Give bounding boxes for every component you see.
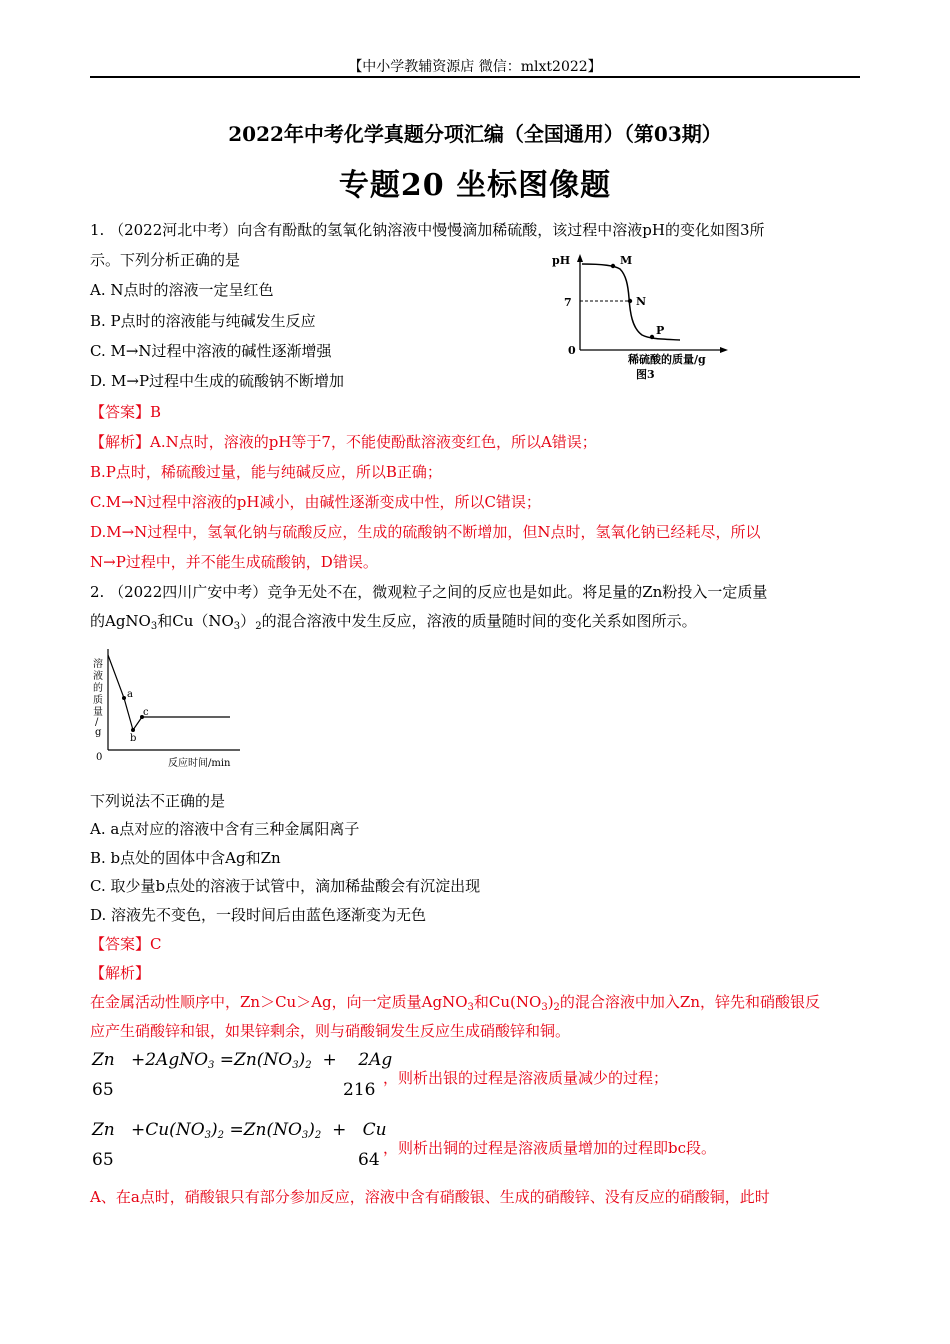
eq2-product-cu: Cu: [362, 1120, 387, 1140]
page-subtitle: 专题20 坐标图像题: [338, 168, 612, 203]
eq2-mass-right: 64: [358, 1150, 380, 1170]
q1-point-n: [628, 299, 632, 303]
q1-analysis-line5: N→P过程中，并不能生成硫酸钠，D错误。: [90, 553, 378, 571]
q2-stem-subscript: 3: [150, 621, 158, 632]
q2-answer: 【答案】C: [90, 935, 162, 953]
eq2-reactant-cuno3: +Cu(NO: [130, 1120, 205, 1140]
header-note: 【中小学教辅资源店 微信：mlxt2022】: [348, 59, 602, 75]
q1-option-c: C. M→N过程中溶液的碱性逐渐增强: [90, 342, 332, 360]
q2-y-char: 溶: [93, 659, 103, 670]
q2-y-char: 质: [93, 695, 103, 706]
q2-y-char: 液: [93, 671, 103, 682]
q2-point-a: [122, 696, 126, 700]
q2-equation-1: [92, 1050, 392, 1071]
q2-stem-part: 的AgNO: [90, 612, 151, 630]
q1-analysis-first: A.N点时，溶液的pH等于7，不能使酚酞溶液变红色，所以A错误；: [150, 433, 597, 451]
eq2-paren: ): [308, 1120, 315, 1140]
q1-option-d: D. M→P过程中生成的硫酸钠不断增加: [90, 372, 345, 390]
q1-x-label: 稀硫酸的质量/g: [628, 353, 706, 366]
q2-stem-part: ）: [240, 612, 256, 630]
q2-analysis-subscript: 3: [467, 1002, 474, 1013]
q2-option-b: B. b点处的固体中含Ag和Zn: [90, 849, 281, 867]
q2-label-c: c: [143, 707, 149, 718]
q2-stem-line1: 2. （2022四川广安中考）竞争无处不在，微观粒子之间的反应也是如此。将足量的Zn粉投入一定质量: [90, 583, 768, 601]
q1-point-m: [611, 264, 615, 268]
q2-stem-line2: [90, 611, 697, 637]
eq2-note: ，则析出铜的过程是溶液质量增加的过程即bc段。: [383, 1139, 717, 1157]
eq2-subscript: 3: [301, 1130, 309, 1141]
q2-stem-part: 的混合溶液中发生反应，溶液的质量随时间的变化关系如图所示。: [261, 612, 697, 630]
eq1-paren: ): [298, 1050, 306, 1070]
q1-answer: 【答案】B: [90, 403, 162, 421]
q1-analysis-line3: C.M→N过程中溶液的pH减小，由碱性逐渐变成中性，所以C错误；: [90, 493, 541, 511]
q1-option-a: A. N点时的溶液一定呈红色: [90, 281, 274, 299]
q1-stem-line2: 示。下列分析正确的是: [90, 251, 241, 269]
q2-option-c: C. 取少量b点处的溶液于试管中，滴加稀盐酸会有沉淀出现: [90, 877, 481, 895]
q2-analysis-part: 的混合溶液中加入Zn，锌先和硝酸银反: [559, 993, 821, 1011]
q2-origin: 0: [96, 752, 103, 763]
q2-y-char: 量: [93, 707, 103, 718]
q1-y-label: pH: [552, 254, 571, 267]
q2-point-b: [131, 728, 135, 732]
q1-option-b: B. P点时的溶液能与纯碱发生反应: [90, 312, 316, 330]
eq1-product-ag: 2Ag: [358, 1050, 393, 1070]
q1-label-p: P: [656, 324, 665, 337]
page-title: 2022年中考化学真题分项汇编（全国通用）（第03期）: [228, 122, 722, 146]
q2-option-a: A. a点对应的溶液中含有三种金属阳离子: [90, 820, 360, 838]
eq2-subscript: 2: [314, 1130, 322, 1141]
q2-label-a: a: [127, 689, 133, 700]
eq2-subscript: 2: [217, 1130, 225, 1141]
q2-y-label: [93, 657, 103, 738]
q1-analysis-label: 【解析】: [90, 433, 151, 451]
q1-y-tick-7: 7: [564, 296, 572, 309]
q2-analysis-part: 和Cu(NO: [473, 993, 542, 1011]
q2-option-d: D. 溶液先不变色，一段时间后由蓝色逐渐变为无色: [90, 906, 427, 924]
q1-x-arrow: [720, 347, 728, 353]
q2-stem-subscript: 2: [255, 621, 262, 632]
q1-analysis-line1: [90, 432, 597, 452]
q2-analysis-label: 【解析】: [90, 964, 151, 982]
q1-origin: 0: [568, 344, 576, 357]
q2-x-label: 反应时间/min: [168, 758, 231, 769]
q2-stem-part: 和Cu（NO: [157, 612, 234, 630]
q1-stem-line1: 1. （2022河北中考）向含有酚酞的氢氧化钠溶液中慢慢滴加稀硫酸，该过程中溶液pH的变化如图3所: [90, 221, 765, 239]
q2-analysis-last: A、在a点时，硝酸银只有部分参加反应，溶液中含有硝酸银、生成的硝酸锌、没有反应的硝酸铜，此时: [90, 1188, 770, 1206]
q2-analysis-part: 在金属活动性顺序中，Zn＞Cu＞Ag，向一定质量AgNO: [90, 993, 468, 1011]
eq2-subscript: 3: [204, 1130, 212, 1141]
eq1-subscript: 2: [305, 1060, 312, 1071]
q2-analysis-part: ): [547, 993, 554, 1011]
eq1-subscript: 3: [208, 1060, 215, 1071]
q2-analysis-subscript: 3: [541, 1002, 548, 1013]
q1-label-m: M: [620, 254, 633, 267]
eq2-product-znno3: =Zn(NO: [229, 1120, 302, 1140]
header-divider: [90, 76, 860, 78]
q2-stem-subscript: 3: [233, 621, 241, 632]
q2-y-char: g: [95, 727, 102, 738]
eq1-note: ，则析出银的过程是溶液质量减少的过程；: [383, 1069, 669, 1087]
q2-equation-2: [92, 1120, 387, 1141]
eq1-subscript: 3: [292, 1060, 299, 1071]
q1-ph-figure: [550, 250, 730, 385]
eq2-plus: +: [332, 1120, 347, 1140]
eq2-reactant-zn: Zn: [92, 1120, 115, 1140]
q1-point-p: [650, 335, 654, 339]
eq1-product-znno3: =Zn(NO: [219, 1050, 293, 1070]
q2-analysis-line2: 应产生硝酸锌和银，如果锌剩余，则与硝酸铜发生反应生成硝酸锌和铜。: [90, 1022, 571, 1040]
eq1-mass-left: 65: [92, 1080, 114, 1100]
q1-figure-caption: 图3: [636, 368, 655, 381]
eq2-mass-left: 65: [92, 1150, 114, 1170]
eq1-plus: +: [322, 1050, 337, 1070]
eq1-reactant-agno3: +2AgNO: [130, 1050, 209, 1070]
q2-label-b: b: [130, 733, 137, 744]
eq1-reactant-zn: Zn: [92, 1050, 115, 1070]
q2-prompt: 下列说法不正确的是: [90, 792, 226, 810]
q1-analysis-line4: D.M→N过程中，氢氧化钠与硫酸反应，生成的硫酸钠不断增加，但N点时，氢氧化钠已经耗尽，所以: [90, 523, 761, 541]
q2-analysis-subscript: 2: [553, 1002, 560, 1013]
q2-mass-figure: [90, 645, 250, 775]
q2-y-char: /: [95, 717, 99, 728]
q1-label-n: N: [636, 295, 647, 308]
eq2-paren: ): [211, 1120, 218, 1140]
eq1-mass-right: 216: [343, 1080, 376, 1100]
q2-y-char: 的: [93, 683, 103, 694]
q2-analysis-line1: [90, 992, 820, 1018]
q1-analysis-line2: B.P点时，稀硫酸过量，能与纯碱反应，所以B正确；: [90, 463, 442, 481]
q1-y-arrow: [577, 254, 583, 262]
